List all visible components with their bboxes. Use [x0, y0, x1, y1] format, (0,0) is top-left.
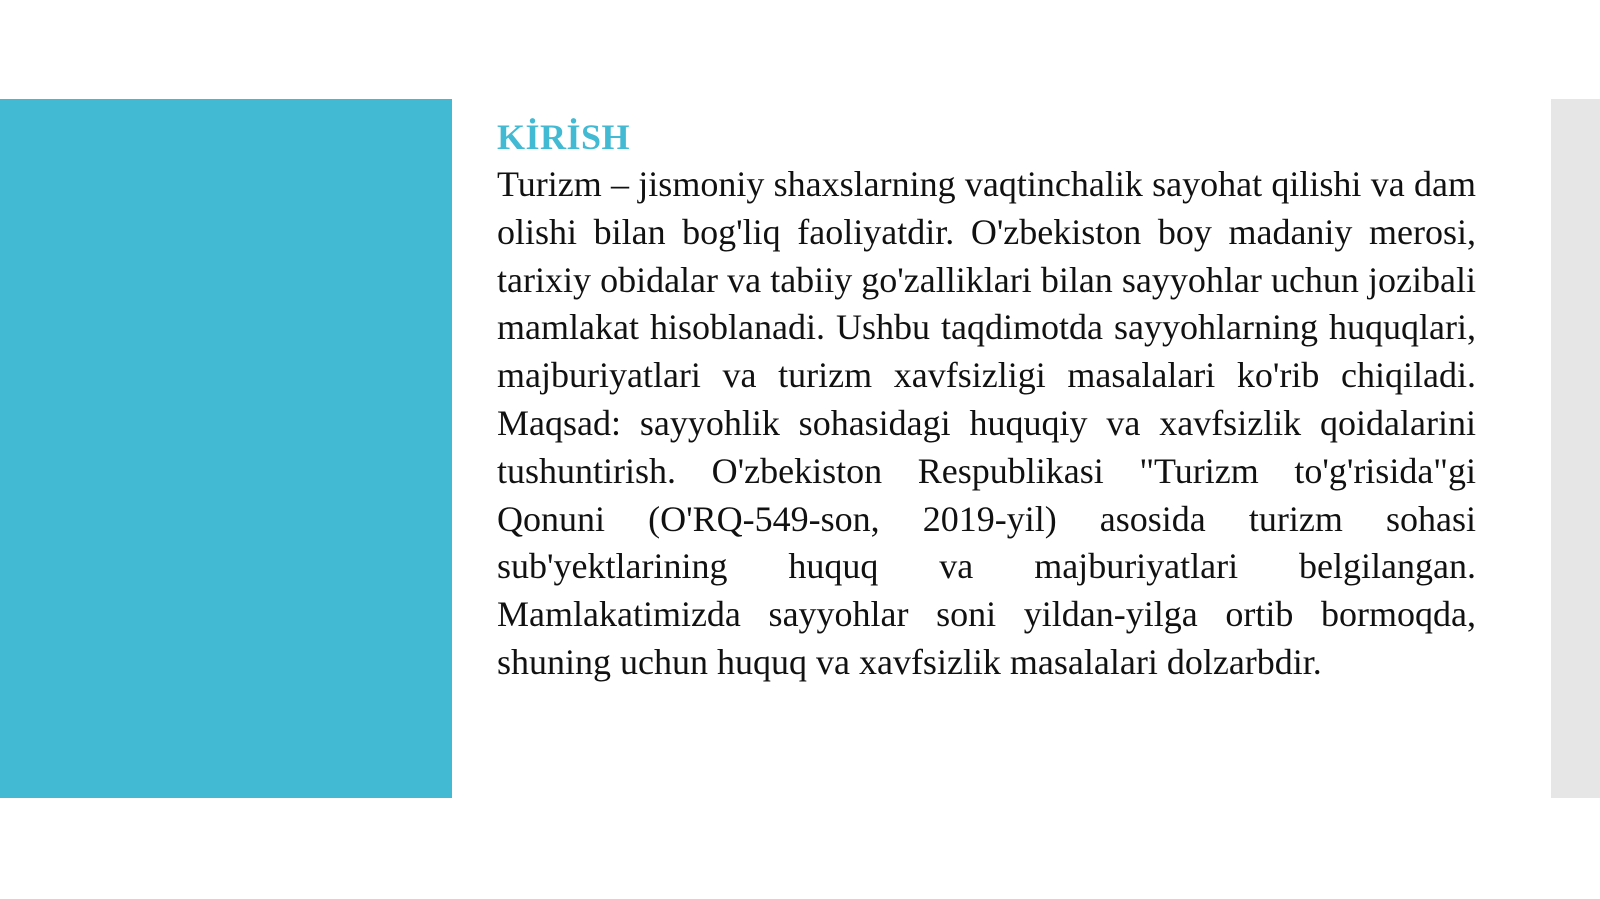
slide-body-text: Turizm – jismoniy shaxslarning vaqtinchalik sayohat qilishi va dam olishi bilan bog'liq faoliyatdir. O'zbekiston boy madaniy merosi, tarixiy obidalar va tabiiy go'zalliklari bilan sayyohlar uchun jozibali mamlakat hisoblanadi. Ushbu taqdimotda sayyohlarning huquqlari, majburiyatlari va turizm xavfsizligi masalalari ko'rib chiqiladi. Maqsad: sayyohlik sohasidagi huquqiy va xavfsizlik qoidalarini tushuntirish. O'zbekiston Respublikasi "Turizm to'g'risida"gi Qonuni (O'RQ-549-son, 2019-yil) asosida turizm sohasi sub'yektlarining huquq va majburiyatlari belgilangan. Mamlakatimizda sayyohlar soni yildan-yilga ortib bormoqda, shuning uchun huquq va xavfsizlik masalalari dolzarbdir.: [497, 164, 1476, 682]
accent-color-block: [0, 99, 452, 798]
side-strip: [1551, 99, 1600, 798]
slide-content: [497, 113, 1476, 687]
slide-title: KİRİSH: [497, 117, 631, 157]
